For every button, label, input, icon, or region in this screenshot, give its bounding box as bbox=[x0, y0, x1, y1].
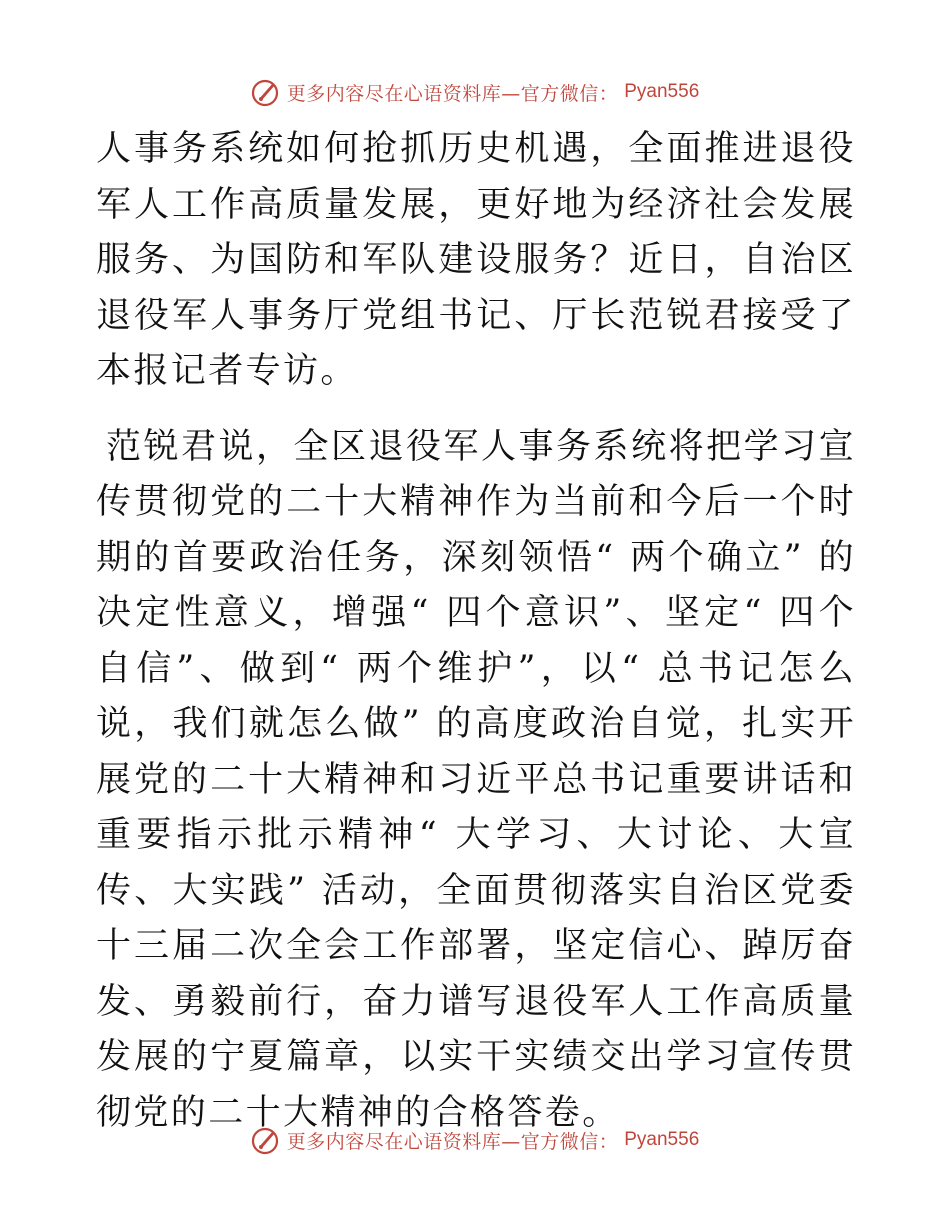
header-watermark-banner bbox=[0, 74, 950, 110]
paragraph-1: 人事务系统如何抢抓历史机遇，全面推进退役军人工作高质量发展，更好地为经济社会发展服务、为国防和军队建设服务？近日，自治区退役军人事务厅党组书记、厅长范锐君接受了本报记者专访。 bbox=[96, 129, 856, 391]
paragraph-2: 范锐君说，全区退役军人事务系统将把学习宣传贯彻党的二十大精神作为当前和今后一个时期的首要政治任务，深刻领悟“ 两个确立” 的决定性意义，增强“ 四个意识”、坚定“ 四个自信”、做到“ 两个维护”，以“ 总书记怎么说，我们就怎么做” 的高度政治自觉，扎实开展党的二十大精神和习近平总书记重要讲话和重要指示批示精神“ 大学习、大讨论、大宣传、大实践” 活动，全面贯彻落实自治区党委十三届二次全会工作部署，坚定信心、踔厉奋发、勇毅前行，奋力谱写退役军人工作高质量发展的宁夏篇章，以实干实绩交出学习宣传贯彻党的二十大精神的合格答卷。 bbox=[96, 426, 856, 1133]
header-banner-handle: Pyan556 bbox=[624, 81, 700, 102]
quill-pen-logo-icon bbox=[251, 77, 281, 107]
header-banner-text: 更多内容尽在心语资料库—官方微信： bbox=[286, 82, 619, 105]
article-body bbox=[96, 122, 856, 1141]
footer-watermark-banner bbox=[0, 1122, 950, 1158]
quill-pen-logo-icon bbox=[251, 1125, 281, 1155]
footer-banner-text: 更多内容尽在心语资料库—官方微信： bbox=[286, 1130, 619, 1153]
footer-banner-handle: Pyan556 bbox=[624, 1129, 700, 1150]
